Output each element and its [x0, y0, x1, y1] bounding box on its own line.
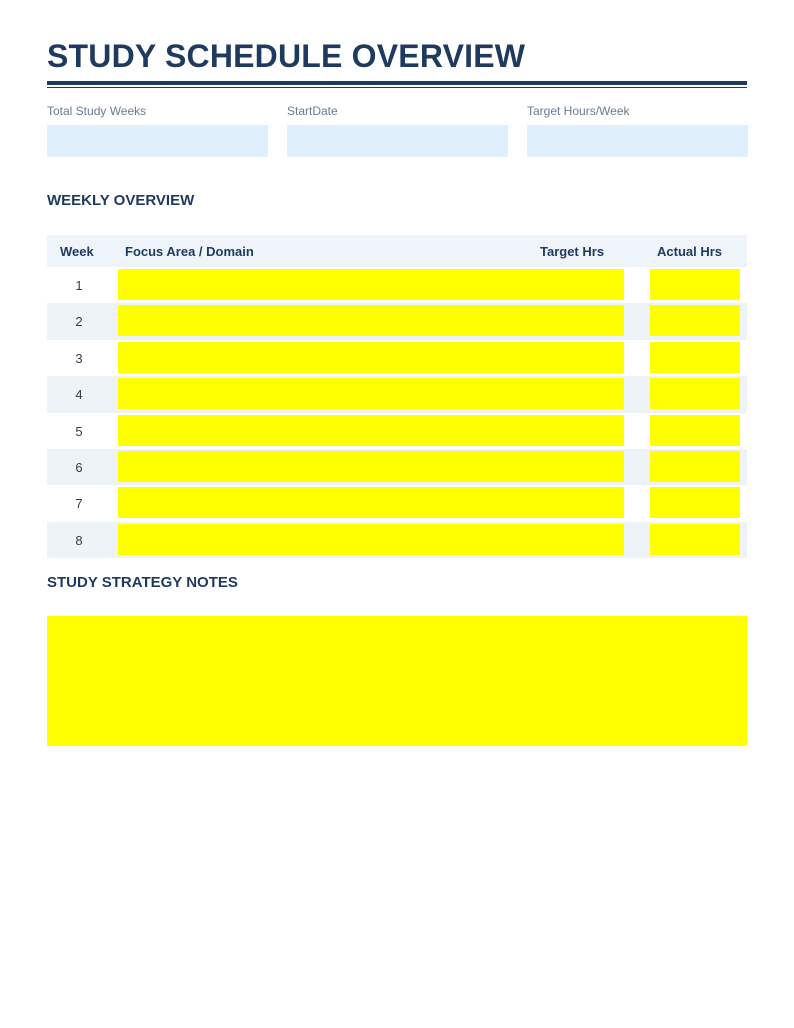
- week-number: 8: [75, 532, 83, 548]
- table-row: [47, 449, 747, 485]
- table-header: [47, 235, 747, 267]
- table-row: [47, 485, 747, 521]
- week-number: 3: [75, 350, 83, 366]
- table-row: [47, 376, 747, 412]
- start-date-label: StartDate: [287, 104, 338, 118]
- weekly-overview-heading: WEEKLY OVERVIEW: [47, 192, 195, 209]
- target-hours-week-field[interactable]: [527, 125, 748, 157]
- week-number: 7: [75, 496, 83, 512]
- focus-area-field[interactable]: [118, 487, 624, 518]
- study-strategy-notes-field[interactable]: [47, 616, 747, 746]
- table-row: [47, 303, 747, 339]
- actual-hrs-field[interactable]: [650, 378, 740, 409]
- header-actual-hrs: Actual Hrs: [657, 244, 723, 259]
- actual-hrs-field[interactable]: [650, 269, 740, 300]
- focus-area-field[interactable]: [118, 305, 624, 336]
- week-number: 1: [75, 278, 83, 293]
- week-number: 2: [75, 314, 83, 330]
- target-hours-week-label: Target Hours/Week: [527, 104, 630, 118]
- start-date-field[interactable]: [287, 125, 508, 157]
- focus-area-field[interactable]: [118, 378, 624, 409]
- total-study-weeks-label: Total Study Weeks: [47, 104, 147, 118]
- actual-hrs-field[interactable]: [650, 342, 740, 373]
- actual-hrs-field[interactable]: [650, 415, 740, 446]
- header-focus-area: Focus Area / Domain: [125, 244, 254, 259]
- focus-area-field[interactable]: [118, 524, 624, 555]
- week-number: 6: [75, 459, 83, 475]
- actual-hrs-field[interactable]: [650, 487, 740, 518]
- actual-hrs-field[interactable]: [650, 524, 740, 555]
- weekly-overview-table: [47, 235, 747, 558]
- table-row: [47, 522, 747, 558]
- header-target-hrs: Target Hrs: [540, 244, 605, 259]
- actual-hrs-field[interactable]: [650, 305, 740, 336]
- title-rule-thin: [47, 87, 747, 88]
- header-week: Week: [60, 244, 94, 259]
- actual-hrs-field[interactable]: [650, 451, 740, 482]
- focus-area-field[interactable]: [118, 342, 624, 373]
- title-rule-thick: [47, 81, 747, 85]
- table-row: [47, 413, 747, 449]
- week-number: 5: [75, 423, 83, 439]
- week-number: 4: [75, 387, 83, 403]
- focus-area-field[interactable]: [118, 451, 624, 482]
- total-study-weeks-field[interactable]: [47, 125, 268, 157]
- table-row: [47, 267, 747, 303]
- study-strategy-notes-heading: STUDY STRATEGY NOTES: [47, 574, 238, 591]
- focus-area-field[interactable]: [118, 415, 624, 446]
- page-title: STUDY SCHEDULE OVERVIEW: [47, 38, 526, 74]
- table-row: [47, 340, 747, 376]
- focus-area-field[interactable]: [118, 269, 624, 300]
